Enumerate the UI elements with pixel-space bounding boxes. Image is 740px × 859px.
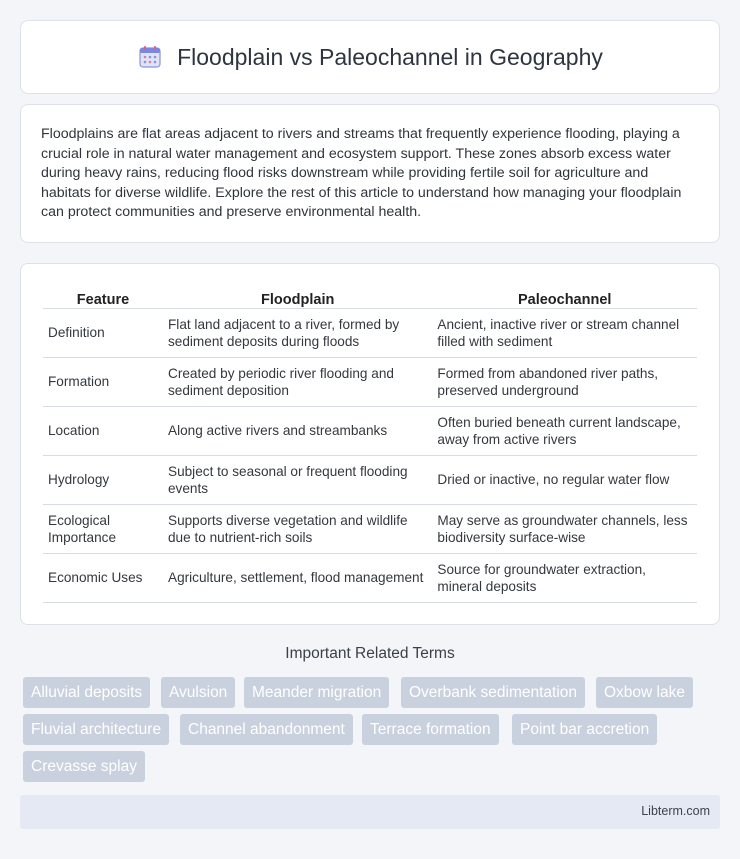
header-card bbox=[20, 20, 720, 94]
table-row bbox=[43, 554, 697, 603]
term-tag-meander-migration[interactable]: Meander migration bbox=[244, 677, 389, 708]
table-row bbox=[43, 309, 697, 358]
footer-site-link[interactable]: Libterm.com bbox=[641, 804, 710, 818]
footer bbox=[20, 795, 720, 829]
table-cell-floodplain: Flat land adjacent to a river, formed by sediment deposits during floods bbox=[163, 309, 432, 358]
term-tag-point-bar-accretion[interactable]: Point bar accretion bbox=[512, 714, 657, 745]
table-cell-feature: Ecological Importance bbox=[43, 505, 163, 554]
term-tag-terrace-formation[interactable]: Terrace formation bbox=[362, 714, 499, 745]
page-title: Floodplain vs Paleochannel in Geography bbox=[177, 43, 603, 70]
term-tag-alluvial-deposits[interactable]: Alluvial deposits bbox=[23, 677, 150, 708]
table-cell-paleochannel: Ancient, inactive river or stream channel filled with sediment bbox=[432, 309, 697, 358]
table-header-floodplain: Floodplain bbox=[163, 284, 432, 309]
term-tag-channel-abandonment[interactable]: Channel abandonment bbox=[180, 714, 353, 745]
comparison-table-card bbox=[20, 263, 720, 625]
term-tag-overbank-sedimentation[interactable]: Overbank sedimentation bbox=[401, 677, 585, 708]
table-cell-floodplain: Created by periodic river flooding and sediment deposition bbox=[163, 358, 432, 407]
intro-card bbox=[20, 104, 720, 243]
table-header-paleochannel: Paleochannel bbox=[432, 284, 697, 309]
table-cell-floodplain: Supports diverse vegetation and wildlife due to nutrient-rich soils bbox=[163, 505, 432, 554]
table-cell-paleochannel: Dried or inactive, no regular water flow bbox=[432, 456, 697, 505]
table-cell-floodplain: Agriculture, settlement, flood management bbox=[163, 554, 432, 603]
table-header-row bbox=[43, 284, 697, 309]
table-row bbox=[43, 456, 697, 505]
table-row bbox=[43, 505, 697, 554]
table-cell-feature: Formation bbox=[43, 358, 163, 407]
table-cell-floodplain: Subject to seasonal or frequent flooding events bbox=[163, 456, 432, 505]
table-cell-feature: Location bbox=[43, 407, 163, 456]
term-tag-oxbow-lake[interactable]: Oxbow lake bbox=[596, 677, 693, 708]
term-tag-avulsion[interactable]: Avulsion bbox=[161, 677, 235, 708]
table-cell-paleochannel: Often buried beneath current landscape, away from active rivers bbox=[432, 407, 697, 456]
related-terms-heading: Important Related Terms bbox=[285, 645, 455, 662]
calendar-grid-icon bbox=[137, 44, 163, 70]
table-cell-floodplain: Along active rivers and streambanks bbox=[163, 407, 432, 456]
comparison-table bbox=[43, 284, 697, 603]
table-header-feature: Feature bbox=[43, 284, 163, 309]
table-cell-feature: Economic Uses bbox=[43, 554, 163, 603]
table-cell-paleochannel: Formed from abandoned river paths, preserved underground bbox=[432, 358, 697, 407]
table-row bbox=[43, 407, 697, 456]
table-cell-paleochannel: May serve as groundwater channels, less biodiversity surface-wise bbox=[432, 505, 697, 554]
table-cell-feature: Hydrology bbox=[43, 456, 163, 505]
term-tag-fluvial-architecture[interactable]: Fluvial architecture bbox=[23, 714, 169, 745]
table-cell-paleochannel: Source for groundwater extraction, mineral deposits bbox=[432, 554, 697, 603]
term-tag-crevasse-splay[interactable]: Crevasse splay bbox=[23, 751, 145, 782]
table-row bbox=[43, 358, 697, 407]
table-cell-feature: Definition bbox=[43, 309, 163, 358]
intro-paragraph: Floodplains are flat areas adjacent to rivers and streams that frequently experience flooding, playing a crucial role in natural water management and ecosystem support. These zones absorb excess water during heavy rains, reducing flood risks downstream while providing fertile soil for agriculture and habitats for diverse wildlife. Explore the rest of this article to understand how managing your floodplain can protect communities and preserve environmental health. bbox=[41, 126, 682, 221]
